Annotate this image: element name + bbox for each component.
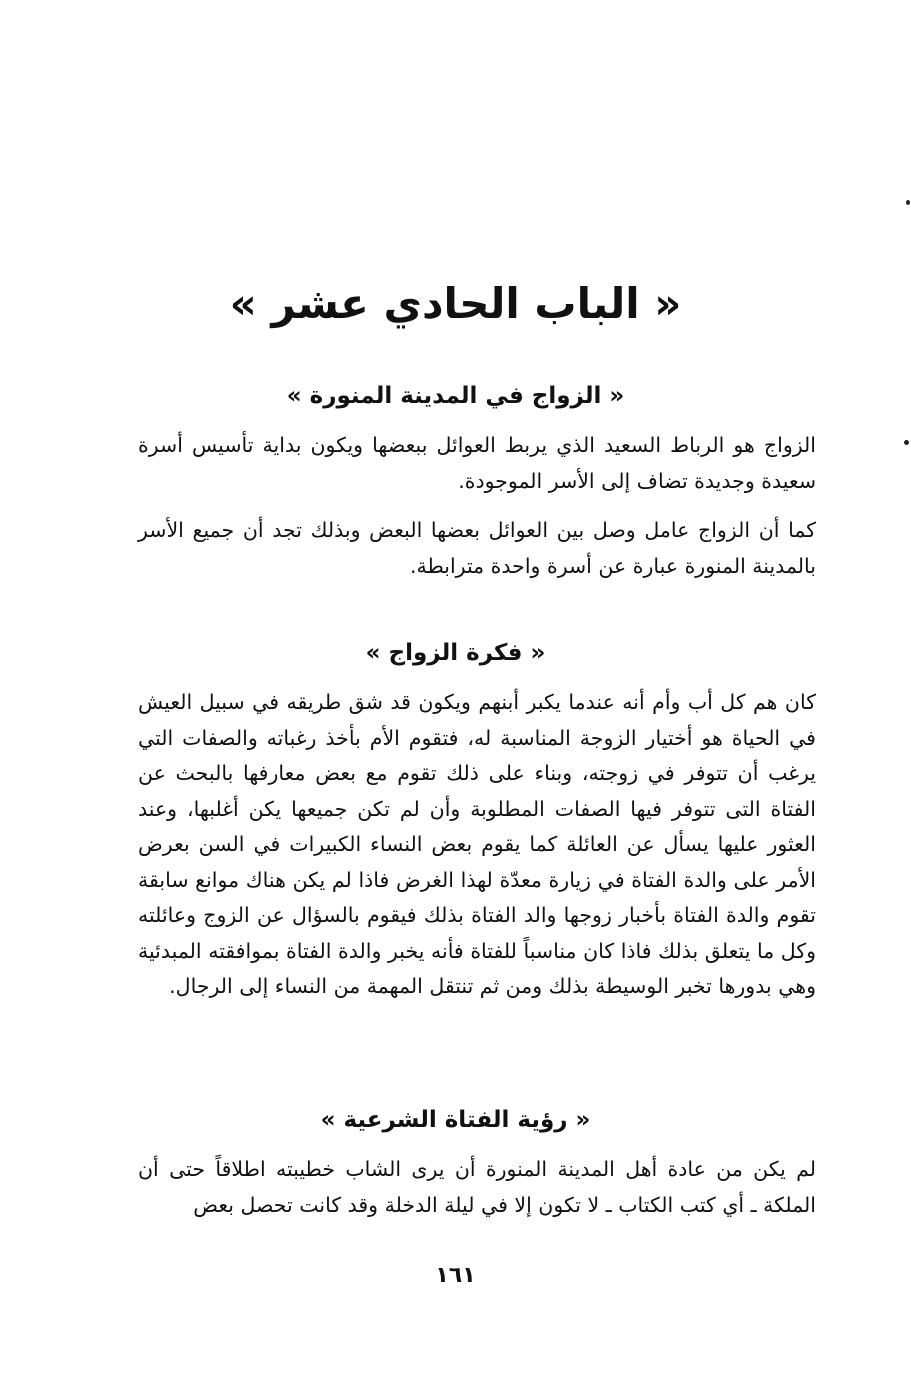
paragraph-marriage-idea: كان هم كل أب وأم أنه عندما يكبر أبنهم ويكون قد شق طريقه في سبيل العيش في الحياة هو أختيار الزوجة المناسبة له، فتقوم الأم بأخذ رغباته والصفات التي يرغب أن تتوفر في زوجته، وبناء على ذلك تقوم مع بعض معارفها بالبحث عن الفتاة التى تتوفر فيها الصفات المطلوبة وأن لم تكن جميعها يكن أغلبها، وعند العثور عليها يسأل عن العائلة كما يقوم بعض النساء الكبيرات في السن بعرض الأمر على والدة الفتاة في زيارة معدّة لهذا الغرض فاذا لم يكن هناك موانع سابقة تقوم والدة الفتاة بأخبار زوجها والد الفتاة بذلك فيقوم بالسؤال عن الزوج وعائلته وكل ما يتعلق بذلك فاذا كان مناسباً للفتاة فأنه يخبر والدة الفتاة بموافقته المبدئية وهي بدورها تخبر الوسيطة بذلك ومن ثم تنتقل المهمة من النساء إلى الرجال.	[138, 690, 816, 998]
scan-speck	[906, 200, 910, 205]
page-number: ١٦١	[435, 1263, 476, 1288]
paragraph-legal-viewing: لم يكن من عادة أهل المدينة المنورة أن يرى الشاب خطيبته اطلاقاً حتى أن الملكة ـ أي كتب الكتاب ـ لا تكون إلا في ليلة الدخلة وقد كانت تحصل بعض	[138, 1157, 816, 1217]
section-heading-legal-viewing: « رؤية الفتاة الشرعية »	[320, 1107, 591, 1133]
section-heading-marriage-in-medina: « الزواج في المدينة المنورة »	[286, 383, 625, 409]
scan-speck	[904, 440, 909, 445]
chapter-title: « الباب الحادي عشر »	[229, 279, 682, 328]
section-heading-marriage-idea: « فكرة الزواج »	[365, 640, 546, 666]
paragraph-marriage-connection: كما أن الزواج عامل وصل بين العوائل بعضها البعض وبذلك تجد أن جميع الأسر بالمدينة المنورة عبارة عن أسرة واحدة مترابطة.	[138, 518, 816, 578]
paragraph-marriage-definition: الزواج هو الرباط السعيد الذي يربط العوائل ببعضها ويكون بداية تأسيس أسرة سعيدة وجديدة تضاف إلى الأسر الموجودة.	[138, 433, 816, 493]
